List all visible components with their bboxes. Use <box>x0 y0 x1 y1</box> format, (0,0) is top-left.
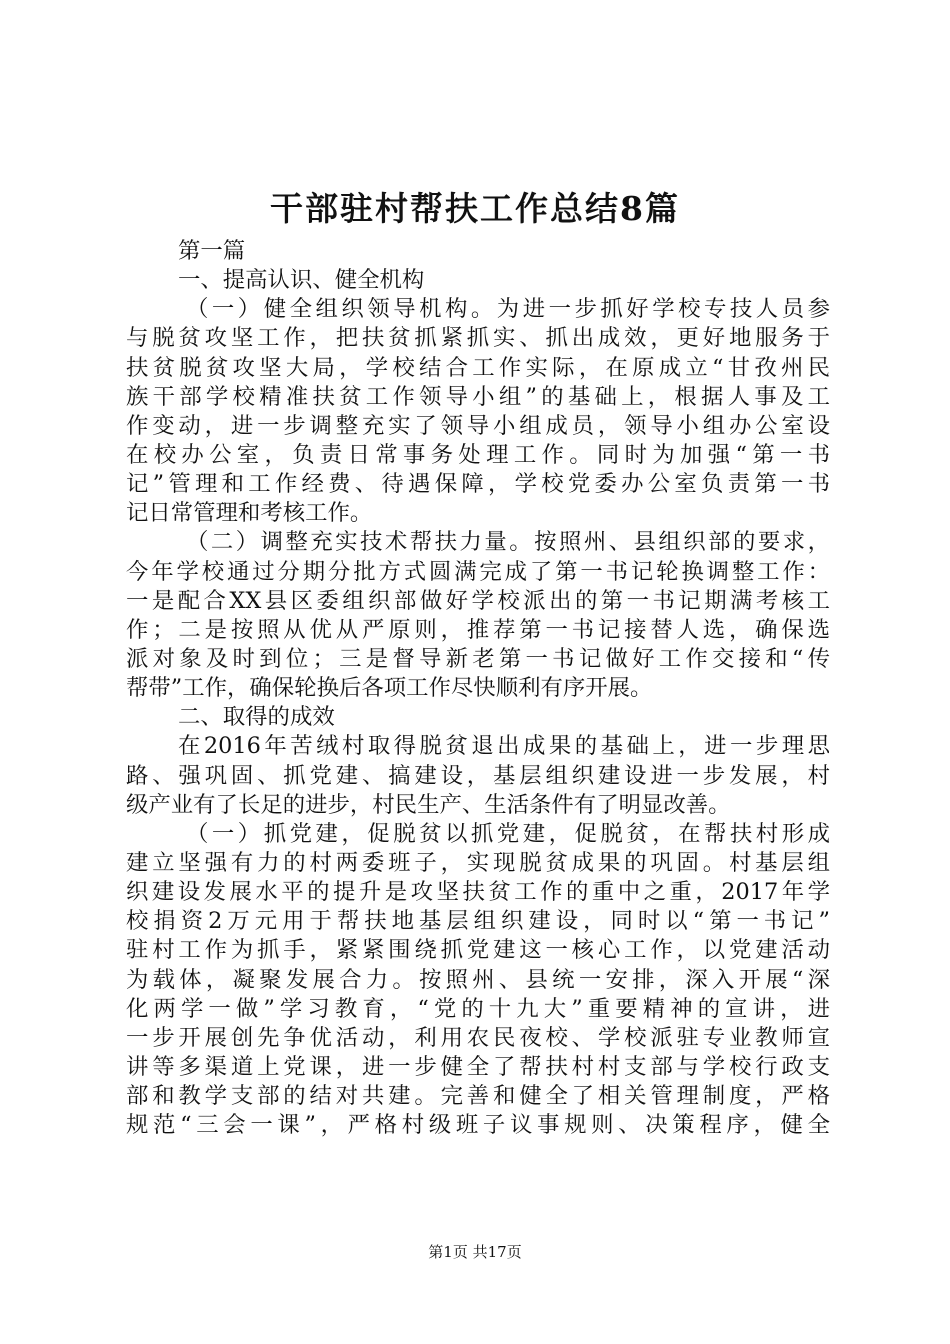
paragraph-line: 一步开展创先争优活动，利用农民夜校、学校派驻专业教师宣 <box>126 1024 830 1051</box>
paragraph-line: 扶贫脱贫攻坚大局，学校结合工作实际，在原成立“甘孜州民 <box>126 354 830 381</box>
paragraph-line: （一）健全组织领导机构。为进一步抓好学校专技人员参 <box>186 296 830 323</box>
paragraph-line: 建立坚强有力的村两委班子，实现脱贫成果的巩固。村基层组 <box>126 849 830 876</box>
document-body <box>126 237 830 1140</box>
page-footer: 第1页 共17页 <box>428 1243 522 1261</box>
paragraph-line: 为载体，凝聚发展合力。按照州、县统一安排，深入开展“深 <box>126 966 830 993</box>
paragraph-line: 作；二是按照从优从严原则，推荐第一书记接替人选，确保选 <box>126 616 830 643</box>
paragraph-line: （一）抓党建，促脱贫以抓党建，促脱贫，在帮扶村形成 <box>186 820 830 847</box>
paragraph-line: 族干部学校精准扶贫工作领导小组”的基础上，根据人事及工 <box>126 383 830 410</box>
paragraph-line: 一是配合XX县区委组织部做好学校派出的第一书记期满考核工 <box>126 587 830 614</box>
paragraph-line: 派对象及时到位；三是督导新老第一书记做好工作交接和“传 <box>126 645 830 672</box>
paragraph-line: 记日常管理和考核工作。 <box>126 500 373 527</box>
paragraph-line: 级产业有了长足的进步，村民生产、生活条件有了明显改善。 <box>126 791 731 818</box>
paragraph-line: 与脱贫攻坚工作，把扶贫抓紧抓实、抓出成效，更好地服务于 <box>126 325 830 352</box>
paragraph-line: 讲等多渠道上党课，进一步健全了帮扶村村支部与学校行政支 <box>126 1053 830 1080</box>
section-heading: 第一篇 <box>178 238 246 264</box>
paragraph-line: 校捐资2万元用于帮扶地基层组织建设，同时以“第一书记” <box>126 908 830 935</box>
paragraph-line: 织建设发展水平的提升是攻坚扶贫工作的重中之重，2017年学 <box>126 879 830 906</box>
paragraph-line: 驻村工作为抓手，紧紧围绕抓党建这一核心工作，以党建活动 <box>126 937 830 964</box>
paragraph-line: 部和教学支部的结对共建。完善和健全了相关管理制度，严格 <box>126 1083 830 1110</box>
paragraph-line: 今年学校通过分期分批方式圆满完成了第一书记轮换调整工作： <box>126 558 830 585</box>
paragraph-line: 化两学一做”学习教育，“党的十九大”重要精神的宣讲，进 <box>126 995 830 1022</box>
paragraph-line: 在校办公室，负责日常事务处理工作。同时为加强“第一书 <box>126 441 830 468</box>
paragraph-line: 作变动，进一步调整充实了领导小组成员，领导小组办公室设 <box>126 412 830 439</box>
paragraph-line: 在2016年苦绒村取得脱贫退出成果的基础上，进一步理思 <box>178 733 830 760</box>
subsection-heading: 一、提高认识、健全机构 <box>178 267 425 294</box>
subsection-heading: 二、取得的成效 <box>178 704 335 731</box>
paragraph-line: 路、强巩固、抓党建、搞建设，基层组织建设进一步发展，村 <box>126 762 830 789</box>
document-title: 干部驻村帮扶工作总结8篇 <box>270 189 680 228</box>
paragraph-line: 规范“三会一课”，严格村级班子议事规则、决策程序，健全 <box>126 1112 830 1139</box>
paragraph-line: 记”管理和工作经费、待遇保障，学校党委办公室负责第一书 <box>126 471 830 498</box>
paragraph-line: （二）调整充实技术帮扶力量。按照州、县组织部的要求， <box>186 529 830 556</box>
paragraph-line: 帮带”工作，确保轮换后各项工作尽快顺利有序开展。 <box>126 675 653 702</box>
